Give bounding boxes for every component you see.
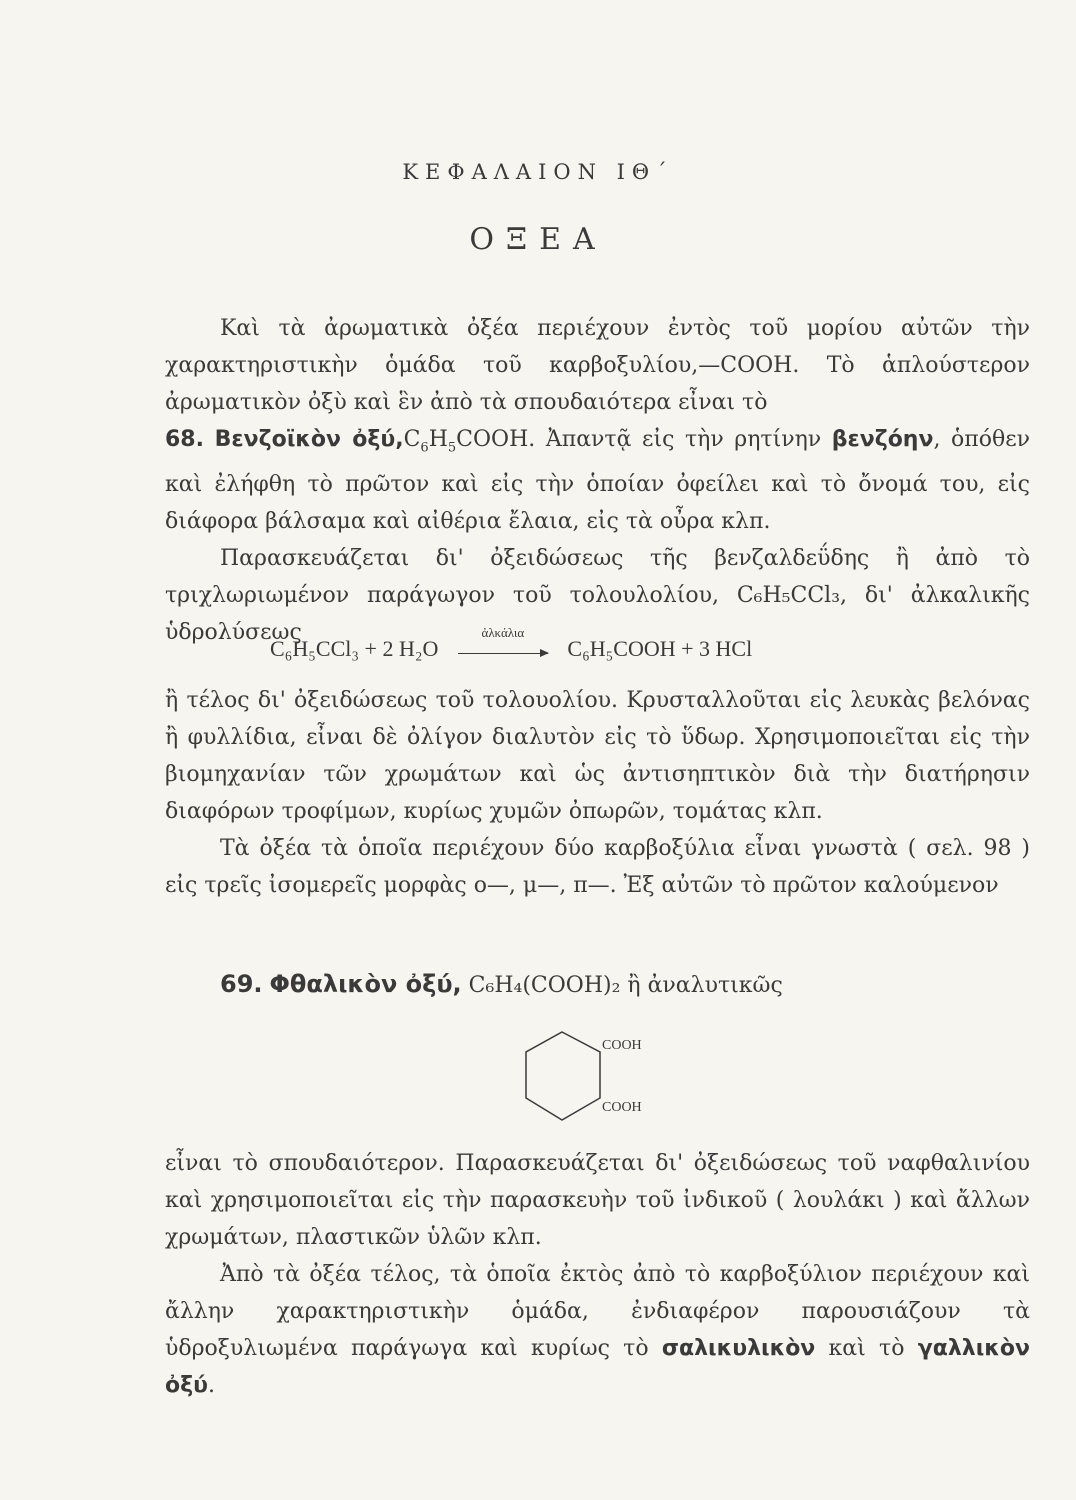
section-69-number: 69. — [220, 970, 263, 998]
section-69-heading — [220, 970, 783, 998]
paragraph-5-text: Ἀπὸ τὰ ὀξέα τέλος, τὰ ὁποῖα ἐκτὸς ἀπὸ τὸ καρβοξύλιον περιέχουν καὶ ἄλλην χαρακτηριστικὴν ὁμάδα, ἐνδιαφέρον παρουσιάζουν τὰ ὑδροξυλιωμένα παράγωγα καὶ κυρίως τὸ — [165, 1262, 1030, 1361]
reaction-left: C₆H₅CCl₃ + 2 H₂O — [270, 636, 439, 661]
section-68-bold-word: βενζόην — [831, 427, 934, 452]
arrow-icon — [458, 653, 548, 654]
intro-paragraph: Καὶ τὰ ἀρωματικὰ ὀξέα περιέχουν ἐντὸς τοῦ μορίου αὐτῶν τὴν χαρακτηριστικὴν ὁμάδα τοῦ καρβοξυλίου,—COOH. Τὸ ἁπλούστερον ἀρωματικὸν ὀξὺ καὶ ἓν ἀπὸ τὰ σπουδαιότερα εἶναι τὸ — [165, 316, 1030, 415]
chapter-heading: ΚΕΦΑΛΑΙΟΝ ΙΘ΄ — [402, 160, 674, 184]
section-68-formula-cooh: COOH. — [456, 427, 536, 452]
section-69-name: Φθαλικὸν ὀξύ, — [269, 970, 462, 998]
chapter-title: ΟΞΕΑ — [469, 222, 607, 257]
paragraph-5-bold-2: γαλλικὸν ὀξύ — [165, 1336, 1030, 1398]
benzene-ring-icon — [520, 1028, 610, 1128]
reaction-arrow-label: ἀλκάλια — [481, 625, 525, 641]
intro-section — [165, 310, 1030, 651]
paragraph-5 — [165, 1256, 1030, 1404]
preparation-formula: C₆H₅CCl₃ — [736, 583, 841, 609]
section-68-sub-5: 5 — [447, 440, 457, 456]
section-68-name: Βενζοϊκὸν ὀξύ, — [214, 427, 404, 452]
paragraph-4: εἶναι τὸ σπουδαιότερον. Παρασκευάζεται δι' ὀξειδώσεως τοῦ ναφθαλινίου καὶ χρησιμοποιεῖται εἰς τὴν παρασκευὴν τοῦ ἰνδικοῦ ( λουλάκι ) καὶ ἄλλων χρωμάτων, πλαστικῶν ὑλῶν κλπ. — [165, 1151, 1030, 1250]
section-68-formula-h: H — [428, 427, 448, 452]
section-68-paragraph — [165, 421, 1030, 540]
section-68-text-b: , ὁπόθεν καὶ ἐλήφθη τὸ πρῶτον καὶ εἰς τὴν ὁποίαν ὀφείλει καὶ τὸ ὄνομά του, εἰς διάφορα βάλσαμα καὶ αἰθέρια ἔλαια, εἰς τὰ οὖρα κλπ. — [165, 427, 1031, 535]
section-69-formula: C₆H₄(COOH)₂ — [468, 973, 621, 998]
paragraph-3: Τὰ ὀξέα τὰ ὁποῖα περιέχουν δύο καρβοξύλια εἶναι γνωστὰ ( σελ. 98 ) εἰς τρεῖς ἰσομερεῖς μορφὰς ο—, μ—, π—. Ἐξ αὐτῶν τὸ πρῶτον καλούμενον — [165, 836, 1030, 898]
reaction-arrow — [458, 625, 548, 654]
section-68-formula-c: C — [403, 427, 421, 452]
middle-section — [165, 682, 1030, 904]
preparation-paragraph — [165, 540, 1030, 651]
paragraph-2: ἢ τέλος δι' ὀξειδώσεως τοῦ τολουολίου. Κρυσταλλοῦται εἰς λευκὰς βελόνας ἢ φυλλίδια, εἶναι δὲ ὀλίγον διαλυτὸν εἰς τὸ ὕδωρ. Χρησιμοποιεῖται εἰς τὴν βιομηχανίαν τῶν χρωμάτων καὶ ὡς ἀντισηπτικὸν διὰ τὴν διατήρησιν διαφόρων τροφίμων, κυρίως χυμῶν ὀπωρῶν, τομάτας κλπ. — [165, 688, 1030, 824]
paragraph-5-mid: καὶ τὸ — [815, 1336, 918, 1361]
reaction-equation — [270, 625, 753, 662]
paragraph-5-end: . — [207, 1373, 215, 1398]
phthalic-acid-structure — [520, 1028, 642, 1132]
paragraph-5-bold-1: σαλικυλικὸν — [661, 1336, 816, 1361]
section-69-tail: ἢ ἀναλυτικῶς — [627, 973, 783, 998]
section-68-sub-6: 6 — [420, 440, 429, 456]
section-68-text-a: Ἀπαντᾷ εἰς τὴν ρητίνην — [535, 427, 832, 452]
preparation-text-a: Παρασκευάζεται δι' ὀξειδώσεως τῆς βενζαλδεΰδης ἢ ἀπὸ τὸ τριχλωριωμένον παράγωγον τοῦ τολουλολίου, — [165, 546, 1030, 609]
reaction-right: C₆H₅COOH + 3 HCl — [567, 636, 753, 661]
preparation-text-b: , δι' ἀλκαλικῆς ὑδρολύσεως — [165, 583, 1030, 646]
structure-group-1: COOH — [602, 1038, 642, 1053]
structure-group-2: COOH — [602, 1100, 642, 1115]
section-68-number: 68. — [165, 427, 204, 452]
final-section — [165, 1145, 1030, 1404]
